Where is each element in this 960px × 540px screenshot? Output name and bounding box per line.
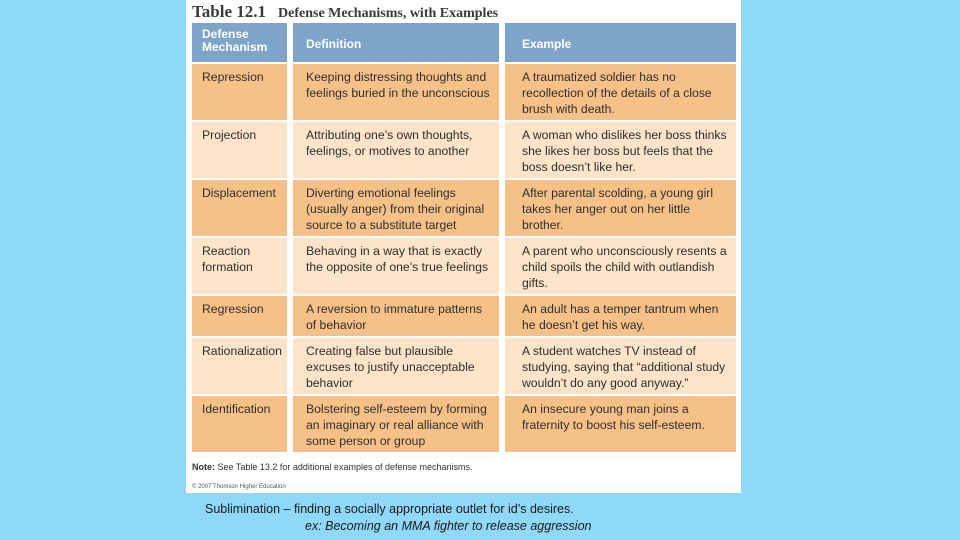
table-row <box>192 238 736 294</box>
mechanism-cell: Rationalization <box>192 338 287 394</box>
table-number: Table 12.1 <box>192 2 267 21</box>
mechanism-cell: Repression <box>192 64 287 120</box>
note-text: See Table 13.2 for additional examples of defense mechanisms. <box>217 462 473 472</box>
example-cell: A woman who dislikes her boss thinks she likes her boss but feels that the boss doesn’t like her. <box>505 122 736 178</box>
table-row <box>192 338 736 394</box>
mechanism-cell: Regression <box>192 296 287 336</box>
example-cell: A parent who unconsciously resents a child spoils the child with outlandish gifts. <box>505 238 736 294</box>
definition-cell: Keeping distressing thoughts and feelings buried in the unconscious <box>293 64 499 120</box>
table-header-row <box>192 23 736 62</box>
table-row <box>192 396 736 452</box>
mechanism-cell: Displacement <box>192 180 287 236</box>
example-cell: An insecure young man joins a fraternity to boost his self-esteem. <box>505 396 736 452</box>
table-name: Defense Mechanisms, with Examples <box>278 6 499 21</box>
mechanism-cell: Projection <box>192 122 287 178</box>
definition-cell: Creating false but plausible excuses to justify unacceptable behavior <box>293 338 499 394</box>
definition-cell: A reversion to immature patterns of behavior <box>293 296 499 336</box>
mechanism-cell: Reaction formation <box>192 238 287 294</box>
table-note <box>192 462 473 472</box>
note-label: Note: <box>192 462 215 472</box>
example-cell: An adult has a temper tantrum when he doesn’t get his way. <box>505 296 736 336</box>
header-example: Example <box>505 23 736 62</box>
definition-cell: Attributing one’s own thoughts, feelings, or motives to another <box>293 122 499 178</box>
caption-line-1: Sublimination – finding a socially appropriate outlet for id’s desires. <box>205 502 574 516</box>
defense-mechanisms-table <box>192 23 736 454</box>
table-row <box>192 122 736 178</box>
table-title <box>192 2 498 22</box>
copyright-text: © 2007 Thomson Higher Education <box>192 484 286 490</box>
header-mechanism: Defense Mechanism <box>192 23 287 62</box>
mechanism-cell: Identification <box>192 396 287 452</box>
caption-line-2: ex: Becoming an MMA fighter to release aggression <box>305 519 592 533</box>
example-cell: A traumatized soldier has no recollection of the details of a close brush with death. <box>505 64 736 120</box>
table-row <box>192 64 736 120</box>
table-figure <box>186 0 741 493</box>
definition-cell: Behaving in a way that is exactly the opposite of one’s true feelings <box>293 238 499 294</box>
definition-cell: Diverting emotional feelings (usually anger) from their original source to a substitute target <box>293 180 499 236</box>
example-cell: A student watches TV instead of studying, saying that “additional study wouldn’t do any good anyway.” <box>505 338 736 394</box>
header-definition: Definition <box>293 23 499 62</box>
table-row <box>192 296 736 336</box>
example-cell: After parental scolding, a young girl takes her anger out on her little brother. <box>505 180 736 236</box>
table-row <box>192 180 736 236</box>
definition-cell: Bolstering self-esteem by forming an imaginary or real alliance with some person or group <box>293 396 499 452</box>
